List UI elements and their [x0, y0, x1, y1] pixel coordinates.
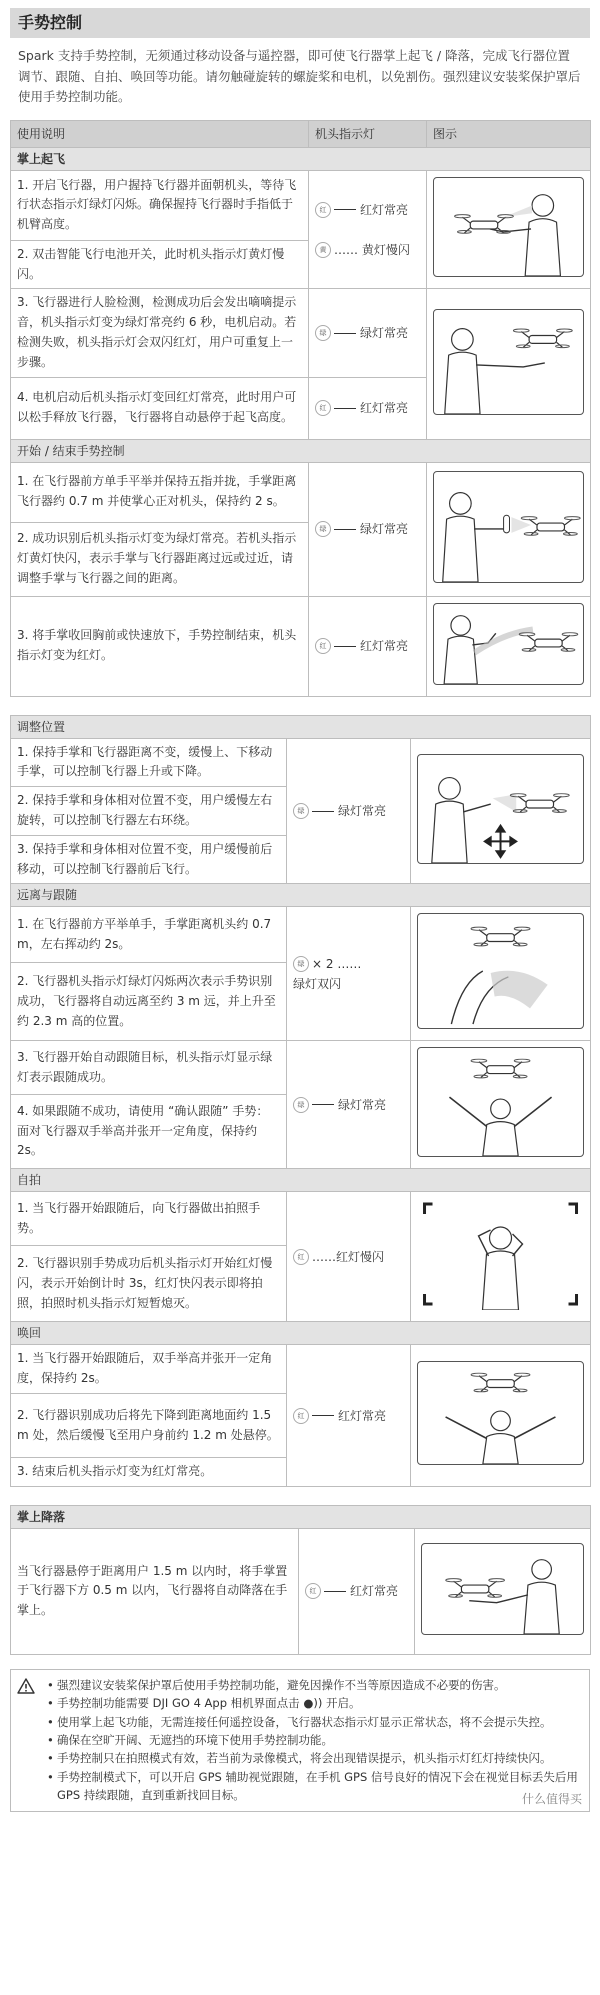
landing-illustration: [415, 1528, 591, 1654]
takeoff-illustration-1: [427, 170, 591, 289]
hand-lowered-icon: [433, 603, 584, 685]
red-led-icon: 红: [293, 1408, 309, 1424]
note-item: • 确保在空旷开阔、无遮挡的环境下使用手势控制功能。: [47, 1731, 581, 1749]
start-step-2: 2. 成功识别后机头指示灯变为绿灯常亮。若机头指示灯黄灯快闪，表示手掌与飞行器距离过远或过近，请调整手掌与飞行器之间的距离。: [11, 522, 309, 596]
red-led-icon: 红: [315, 202, 331, 218]
section-start-end: 开始 / 结束手势控制: [11, 439, 591, 462]
note-item: • 手势控制只在拍照模式有效，若当前为录像模式，将会出现错误提示，机头指示灯红灯持续快闪。: [47, 1749, 581, 1767]
landing-text: 当飞行器悬停于距离用户 1.5 m 以内时，将手掌置于飞行器下方 0.5 m 以内，飞行器将自动降落在手掌上。: [11, 1528, 299, 1654]
start-light-3: 红 红灯常亮: [309, 596, 427, 696]
adjust-step-1: 1. 保持手掌和飞行器距离不变，缓慢上、下移动手掌，可以控制飞行器上升或下降。: [11, 738, 287, 787]
takeoff-step-4: 4. 电机启动后机头指示灯变回红灯常亮，此时用户可以松手释放飞行器，飞行器将自动悬停于起飞高度。: [11, 377, 309, 439]
selfie-step-2: 2. 飞行器识别手势成功后机头指示灯开始红灯慢闪，表示开始倒计时 3s，红灯快闪表示即将拍照，拍照时机头指示灯短暂熄灭。: [11, 1246, 287, 1322]
header-indicator: 机头指示灯: [309, 120, 427, 147]
takeoff-step-1: 1. 开启飞行器，用户握持飞行器并面朝机头，等待飞行状态指示灯绿灯闪烁。确保握持飞行器时手指低于机臂高度。: [11, 170, 309, 240]
follow-step-1: 1. 在飞行器前方平举单手，手掌距离机头约 0.7 m，左右挥动约 2s。: [11, 907, 287, 963]
takeoff-light-3: 绿 绿灯常亮: [309, 289, 427, 377]
follow-step-4: 4. 如果跟随不成功，请使用 “确认跟随” 手势：面对飞行器双手举高并张开一定角度，保持约 2s。: [11, 1094, 287, 1169]
takeoff-illustration-2: [427, 289, 591, 439]
follow-illustration-1: [411, 907, 591, 1041]
green-led-icon: 绿: [293, 956, 309, 972]
red-led-icon: 红: [315, 400, 331, 416]
intro-paragraph: Spark 支持手势控制，无须通过移动设备与遥控器，即可使飞行器掌上起飞 / 降落，完成飞行器位置调节、跟随、自拍、唤回等功能。请勿触碰旋转的螺旋桨和电机，以免割伤。强烈建议安装桨保护罩后使用手势控制功能。: [18, 48, 581, 105]
red-led-icon: 红: [293, 1249, 309, 1265]
section-selfie: 自拍: [11, 1169, 591, 1192]
warning-icon: [17, 1676, 47, 1805]
selfie-step-1: 1. 当飞行器开始跟随后，向飞行器做出拍照手势。: [11, 1192, 287, 1246]
section-follow: 远离与跟随: [11, 884, 591, 907]
start-illustration: [427, 462, 591, 596]
follow-light-1: 绿 × 2 …… 绿灯双闪: [287, 907, 411, 1041]
adjust-light: 绿 绿灯常亮: [287, 738, 411, 884]
follow-step-2: 2. 飞行器机头指示灯绿灯闪烁两次表示手势识别成功，飞行器将自动远离至约 3 m 远，并上升至约 2.3 m 高的位置。: [11, 963, 287, 1041]
adjust-illustration: [411, 738, 591, 884]
section-takeoff: 掌上起飞: [11, 147, 591, 170]
follow-step-3: 3. 飞行器开始自动跟随目标，机头指示灯显示绿灯表示跟随成功。: [11, 1041, 287, 1094]
gesture-table-3: [10, 1505, 591, 1655]
section-landing: 掌上降落: [11, 1505, 591, 1528]
start-step-1: 1. 在飞行器前方单手平举并保持五指并拢，手掌距离飞行器约 0.7 m 并使掌心正对机头，保持约 2 s。: [11, 462, 309, 522]
selfie-illustration: [411, 1192, 591, 1322]
header-usage: 使用说明: [11, 120, 309, 147]
recall-step-3: 3. 结束后机头指示灯变为红灯常亮。: [11, 1458, 287, 1487]
header-illustration: 图示: [427, 120, 591, 147]
red-led-icon: 红: [305, 1583, 321, 1599]
person-holding-drone-icon: [433, 177, 584, 277]
notes-list: [47, 1676, 581, 1805]
watermark: 什么值得买: [518, 1790, 586, 1808]
takeoff-step-3: 3. 飞行器进行人脸检测，检测成功后会发出嘀嘀提示音，机头指示灯变为绿灯常亮约 6 秒，电机启动。若检测失败，机头指示灯会双闪红灯，用户可重复上一步骤。: [11, 289, 309, 377]
green-led-icon: 绿: [315, 521, 331, 537]
note-item: • 手势控制功能需要 DJI GO 4 App 相机界面点击 ●)) 开启。: [47, 1694, 581, 1712]
note-item: • 强烈建议安装桨保护罩后使用手势控制功能，避免因操作不当等原因造成不必要的伤害。: [47, 1676, 581, 1694]
recall-arms-icon: [417, 1361, 584, 1465]
recall-light: 红 红灯常亮: [287, 1345, 411, 1486]
adjust-step-2: 2. 保持手掌和身体相对位置不变，用户缓慢左右旋转，可以控制飞行器左右环绕。: [11, 787, 287, 836]
green-led-icon: 绿: [315, 325, 331, 341]
adjust-step-3: 3. 保持手掌和身体相对位置不变，用户缓慢前后移动，可以控制飞行器前后飞行。: [11, 835, 287, 884]
arms-raised-icon: [417, 1047, 584, 1157]
selfie-light: 红 …… 红灯慢闪: [287, 1192, 411, 1322]
note-item: • 使用掌上起飞功能，无需连接任何遥控设备，飞行器状态指示灯显示正常状态，将不会提示失控。: [47, 1713, 581, 1731]
start-light-1: 绿 绿灯常亮: [309, 462, 427, 596]
recall-illustration: [411, 1345, 591, 1486]
section-recall: 唤回: [11, 1322, 591, 1345]
takeoff-light-1: 红 红灯常亮 黄 …… 黄灯慢闪: [309, 170, 427, 289]
hand-release-drone-icon: [433, 309, 584, 415]
wave-hand-icon: [417, 913, 584, 1029]
section-title: 手势控制: [10, 8, 590, 38]
section-adjust: 调整位置: [11, 715, 591, 738]
follow-light-2: 绿 绿灯常亮: [287, 1041, 411, 1169]
start-step-3: 3. 将手掌收回胸前或快速放下，手势控制结束，机头指示灯变为红灯。: [11, 596, 309, 696]
palm-facing-drone-icon: [433, 471, 584, 583]
notes-box: [10, 1669, 590, 1812]
gesture-table-2: [10, 715, 591, 1487]
photo-gesture-icon: [417, 1198, 584, 1310]
takeoff-step-2: 2. 双击智能飞行电池开关，此时机头指示灯黄灯慢闪。: [11, 240, 309, 289]
gesture-table-1: [10, 120, 591, 697]
end-illustration: [427, 596, 591, 696]
recall-step-2: 2. 飞行器识别成功后将先下降到距离地面约 1.5 m 处，然后缓慢飞至用户身前约 1.2 m 处悬停。: [11, 1394, 287, 1458]
green-led-icon: 绿: [293, 1097, 309, 1113]
note-item: • 手势控制模式下，可以开启 GPS 辅助视觉跟随，在手机 GPS 信号良好的情况下会在视觉目标丢失后用 GPS 持续跟随，直到重新找回目标。: [47, 1768, 581, 1805]
palm-landing-icon: [421, 1543, 584, 1635]
red-led-icon: 红: [315, 638, 331, 654]
landing-light: 红 红灯常亮: [299, 1528, 415, 1654]
recall-step-1: 1. 当飞行器开始跟随后，双手举高并张开一定角度，保持约 2s。: [11, 1345, 287, 1394]
move-drone-position-icon: [417, 754, 584, 864]
yellow-led-icon: 黄: [315, 242, 331, 258]
follow-illustration-2: [411, 1041, 591, 1169]
green-led-icon: 绿: [293, 803, 309, 819]
takeoff-light-4: 红 红灯常亮: [309, 377, 427, 439]
